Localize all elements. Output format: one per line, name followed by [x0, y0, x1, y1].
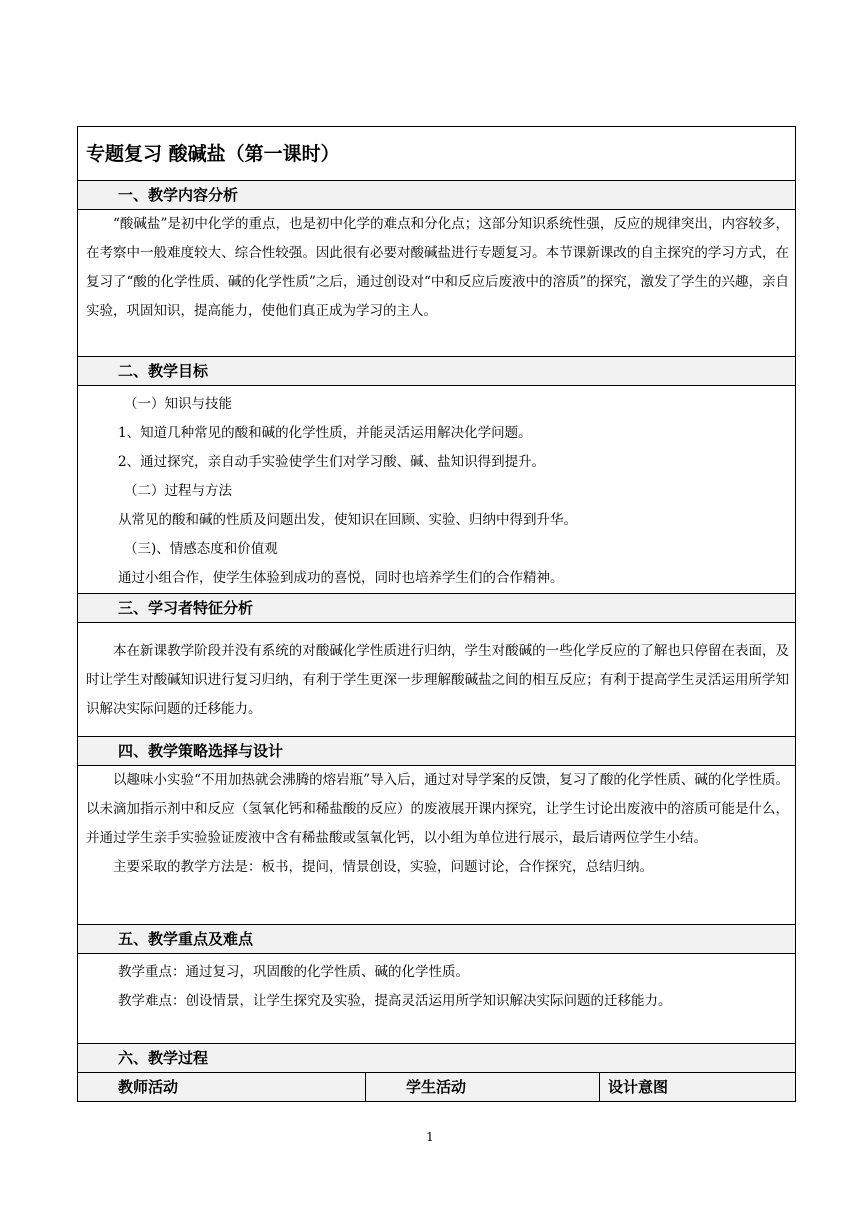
section-body-teaching-goals	[78, 386, 796, 594]
section-heading-content-analysis: 一、教学内容分析	[78, 181, 796, 210]
paragraph: 以趣味小实验“不用加热就会沸腾的熔岩瓶”导入后，通过对导学案的反馈，复习了酸的化学性质、碱的化学性质。以未滴加指示剂中和反应（氢氧化钙和稀盐酸的反应）的废液展开课内探究，让学生讨论出废液中的溶质可能是什么，并通过学生亲手实验验证废液中含有稀盐酸或氢氧化钙，以小组为单位进行展示，最后请两位学生小结。	[86, 772, 790, 846]
column-header-student-activity: 学生活动	[366, 1073, 600, 1102]
goal-subheading: （三)、情感态度和价值观	[124, 541, 278, 557]
column-header-design-intent: 设计意图	[600, 1073, 796, 1102]
page-number: 1	[426, 1130, 434, 1144]
paragraph: 本在新课教学阶段并没有系统的对酸碱化学性质进行归纳，学生对酸碱的一些化学反应的了解也只停留在表面，及时让学生对酸碱知识进行复习归纳，有利于学生更深一步理解酸碱盐之间的相互反应；有利于提高学生灵活运用所学知识解决实际问题的迁移能力。	[86, 643, 790, 717]
key-point-line: 教学重点：通过复习，巩固酸的化学性质、碱的化学性质。	[118, 964, 469, 980]
paragraph: 主要采取的教学方法是：板书，提问，情景创设，实验，问题讨论，合作探究，总结归纳。	[113, 859, 653, 875]
section-heading-learner-analysis: 三、学习者特征分析	[78, 594, 796, 623]
document-title: 专题复习 酸碱盐（第一课时）	[78, 127, 796, 181]
goal-subheading: （二）过程与方法	[124, 483, 232, 499]
section-body-content-analysis	[78, 210, 796, 357]
goal-subheading: （一）知识与技能	[124, 396, 232, 412]
column-header-teacher-activity: 教师活动	[78, 1073, 366, 1102]
paragraph: “酸碱盐”是初中化学的重点，也是初中化学的难点和分化点；这部分知识系统性强，反应的规律突出，内容较多，在考察中一般难度较大、综合性较强。因此很有必要对酸碱盐进行专题复习。本节课新课改的自主探究的学习方式，在复习了“酸的化学性质、碱的化学性质”之后，通过创设对“中和反应后废液中的溶质”的探究，激发了学生的兴趣，亲自实验，巩固知识，提高能力，使他们真正成为学习的主人。	[86, 216, 790, 319]
goal-line: 2、通过探究，亲自动手实验使学生们对学习酸、碱、盐知识得到提升。	[118, 454, 546, 470]
section-heading-strategy: 四、教学策略选择与设计	[78, 737, 796, 766]
section-body-learner-analysis	[78, 623, 796, 737]
key-point-line: 教学难点：创设情景，让学生探究及实验，提高灵活运用所学知识解决实际问题的迁移能力。	[118, 993, 672, 1009]
section-heading-teaching-process: 六、教学过程	[78, 1044, 796, 1073]
section-heading-teaching-goals: 二、教学目标	[78, 357, 796, 386]
lesson-plan-table	[77, 126, 796, 1102]
goal-line: 通过小组合作，使学生体验到成功的喜悦，同时也培养学生们的合作精神。	[118, 570, 564, 586]
goal-line: 1、知道几种常见的酸和碱的化学性质，并能灵活运用解决化学问题。	[118, 425, 532, 441]
goal-line: 从常见的酸和碱的性质及问题出发，使知识在回顾、实验、归纳中得到升华。	[118, 512, 577, 528]
section-body-key-points	[78, 954, 796, 1044]
section-heading-key-points: 五、教学重点及难点	[78, 925, 796, 954]
section-body-strategy	[78, 766, 796, 925]
